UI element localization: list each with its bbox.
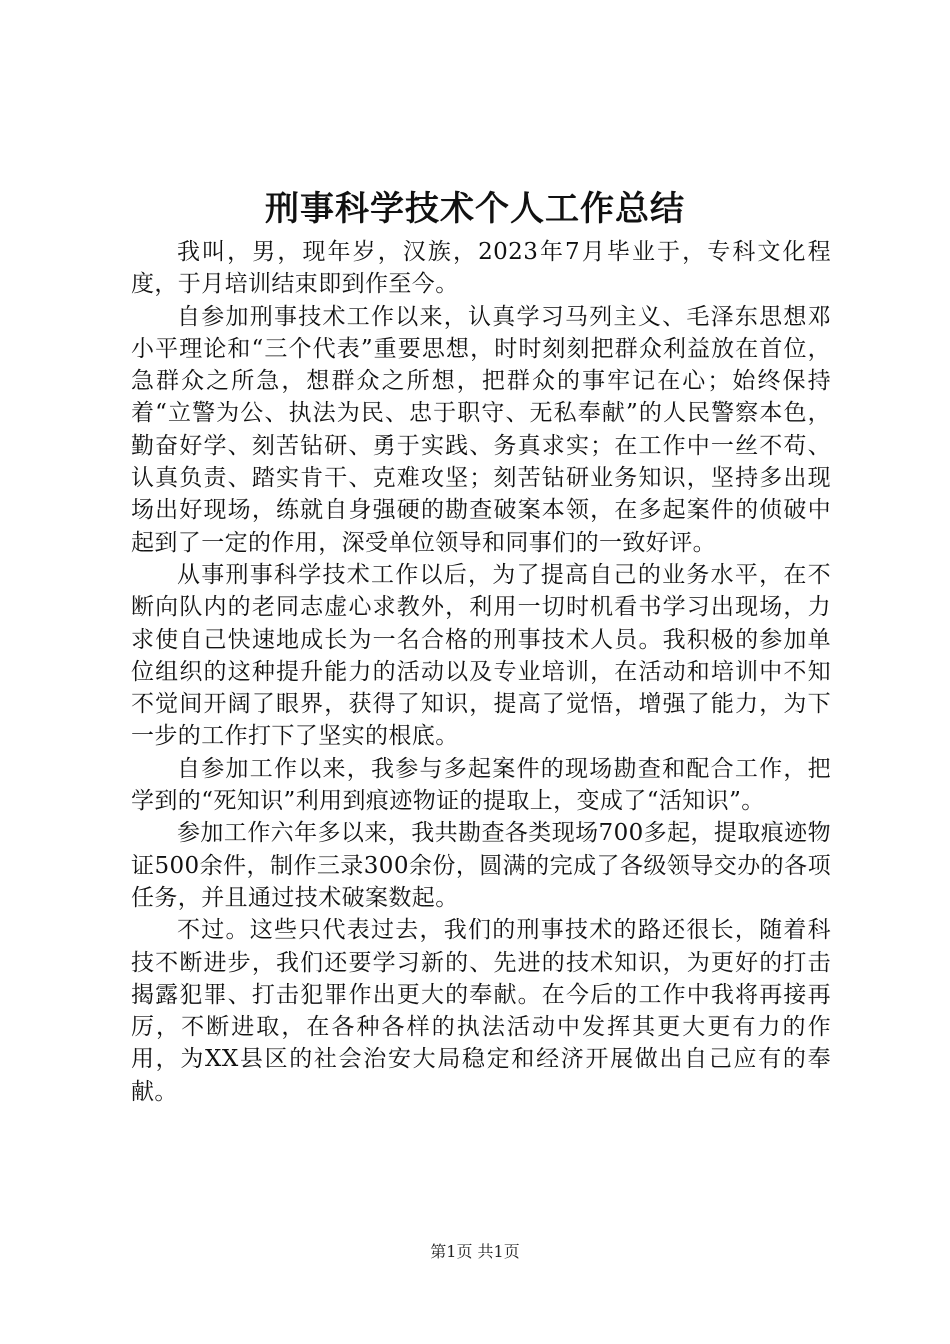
paragraph-achievements: 参加工作六年多以来，我共勘查各类现场700多起，提取痕迹物证500余件，制作三录300余份，圆满的完成了各级领导交办的各项任务，并且通过技术破案数起。 [131, 820, 831, 911]
paragraph-learning: 从事刑事科学技术工作以后，为了提高自己的业务水平，在不断向队内的老同志虚心求教外，利用一切时机看书学习出现场，力求使自己快速地成长为一名合格的刑事技术人员。我积极的参加单位组织的这种提升能力的活动以及专业培训，在活动和培训中不知不觉间开阔了眼界，获得了知识，提高了觉悟，增强了能力，为下一步的工作打下了坚实的根底。 [131, 561, 831, 750]
paragraph-outlook: 不过。这些只代表过去，我们的刑事技术的路还很长，随着科技不断进步，我们还要学习新的、先进的技术知识，为更好的打击揭露犯罪、打击犯罪作出更大的奉献。在今后的工作中我将再接再厉，不断进取，在各种各样的执法活动中发挥其更大更有力的作用，为XX县区的社会治安大局稳定和经济开展做出自己应有的奉献。 [131, 917, 831, 1105]
paragraph-practice: 自参加工作以来，我参与多起案件的现场勘查和配合工作，把学到的“死知识”利用到痕迹物证的提取上，变成了“活知识”。 [131, 755, 831, 815]
document-body [131, 236, 831, 1108]
paragraph-intro: 我叫，男，现年岁，汉族，2023年7月毕业于，专科文化程度，于月培训结束即到作至今。 [131, 239, 831, 298]
page-number-footer: 第1页 共1页 [430, 1242, 520, 1261]
document-title: 刑事科学技术个人工作总结 [265, 189, 685, 229]
paragraph-work-attitude: 自参加刑事技术工作以来，认真学习马列主义、毛泽东思想邓小平理论和“三个代表”重要思想，时时刻刻把群众利益放在首位，急群众之所急，想群众之所想，把群众的事牢记在心；始终保持着“立警为公、执法为民、忠于职守、无私奉献”的人民警察本色，勤奋好学、刻苦钻研、勇于实践、务真求实；在工作中一丝不苟、认真负责、踏实肯干、克难攻坚；刻苦钻研业务知识，坚持多出现场出好现场，练就自身强硬的勘查破案本领，在多起案件的侦破中起到了一定的作用，深受单位领导和同事们的一致好评。 [131, 303, 831, 556]
